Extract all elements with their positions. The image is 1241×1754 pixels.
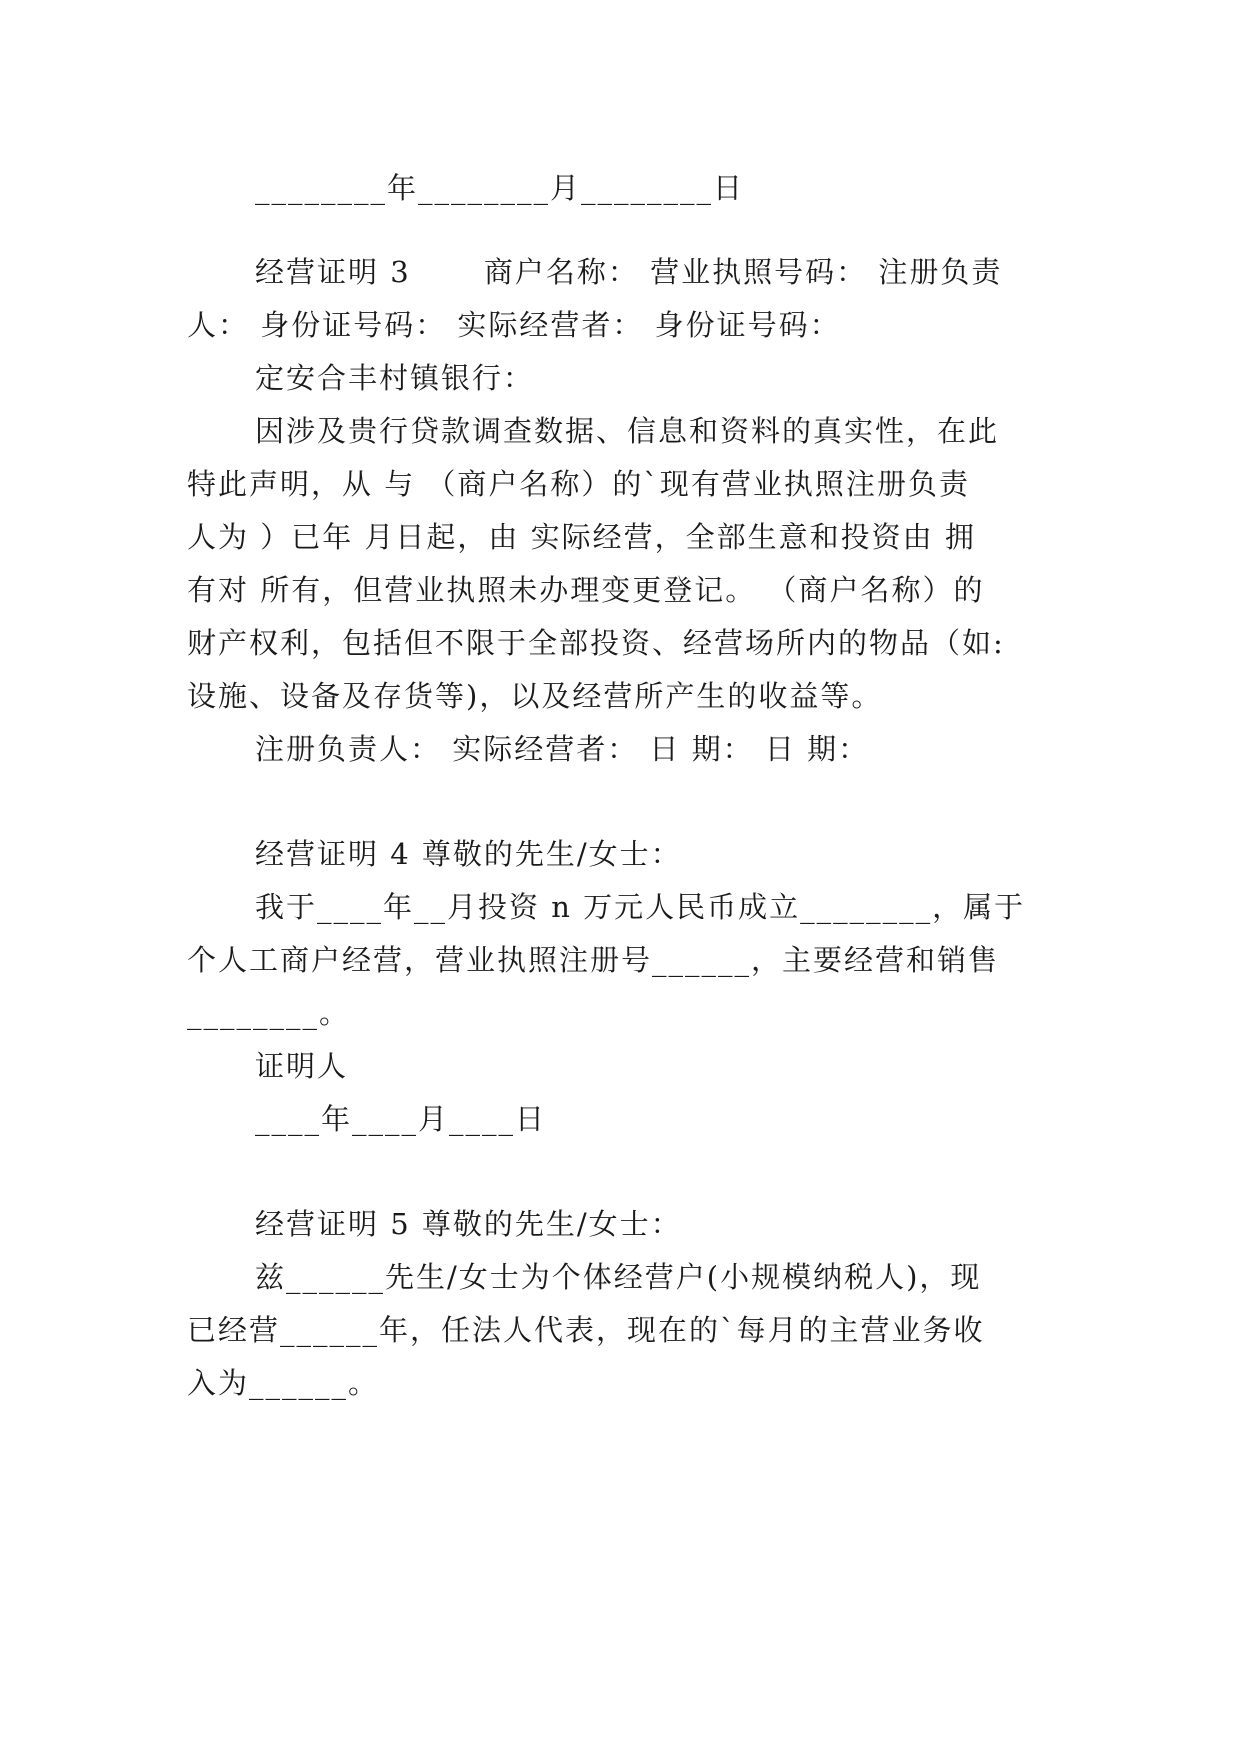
date-line: ________年________月________日: [255, 171, 745, 205]
section3-addressee: 定安合丰村镇银行：: [255, 361, 535, 395]
section5-body-line: 入为______。: [187, 1366, 380, 1400]
section4-date-line: ____年____月____日: [255, 1102, 547, 1136]
section3-heading-line-2: 人： 身份证号码： 实际经营者： 身份证号码：: [187, 308, 841, 342]
section3-body-line: 设施、设备及存货等)，以及经营所产生的收益等。: [187, 679, 883, 713]
section3-body-line: 特此声明，从 与 （商户名称）的`现有营业执照注册负责: [187, 467, 970, 501]
section3-body-line: 财产权利，包括但不限于全部投资、经营场所内的物品（如:: [187, 626, 1005, 660]
section3-body-line: 人为 ）已年 月日起，由 实际经营，全部生意和投资由 拥: [187, 520, 976, 554]
section4-certifier: 证明人: [255, 1049, 349, 1083]
section4-body-line: 我于____年__月投资 n 万元人民币成立________，属于: [255, 890, 1026, 924]
section5-heading: 经营证明 5 尊敬的先生/女士：: [255, 1207, 682, 1241]
section4-body-line: 个人工商户经营，营业执照注册号______，主要经营和销售: [187, 943, 1000, 977]
section3-body-line: 因涉及贵行贷款调查数据、信息和资料的真实性，在此: [255, 414, 1000, 448]
section4-heading: 经营证明 4 尊敬的先生/女士：: [255, 837, 682, 871]
section3-heading-line: 经营证明 3 商户名称： 营业执照号码： 注册负责: [255, 255, 1003, 289]
section3-body-line: 有对 所有，但营业执照未办理变更登记。 （商户名称）的: [187, 573, 985, 607]
section5-body-line: 已经营______年，任法人代表，现在的`每月的主营业务收: [187, 1313, 985, 1347]
section5-body-line: 兹______先生/女士为个体经营户(小规模纳税人)，现: [255, 1260, 982, 1294]
section4-body-line: ________。: [187, 996, 351, 1030]
section3-signature-line: 注册负责人： 实际经营者： 日 期： 日 期：: [255, 732, 870, 766]
